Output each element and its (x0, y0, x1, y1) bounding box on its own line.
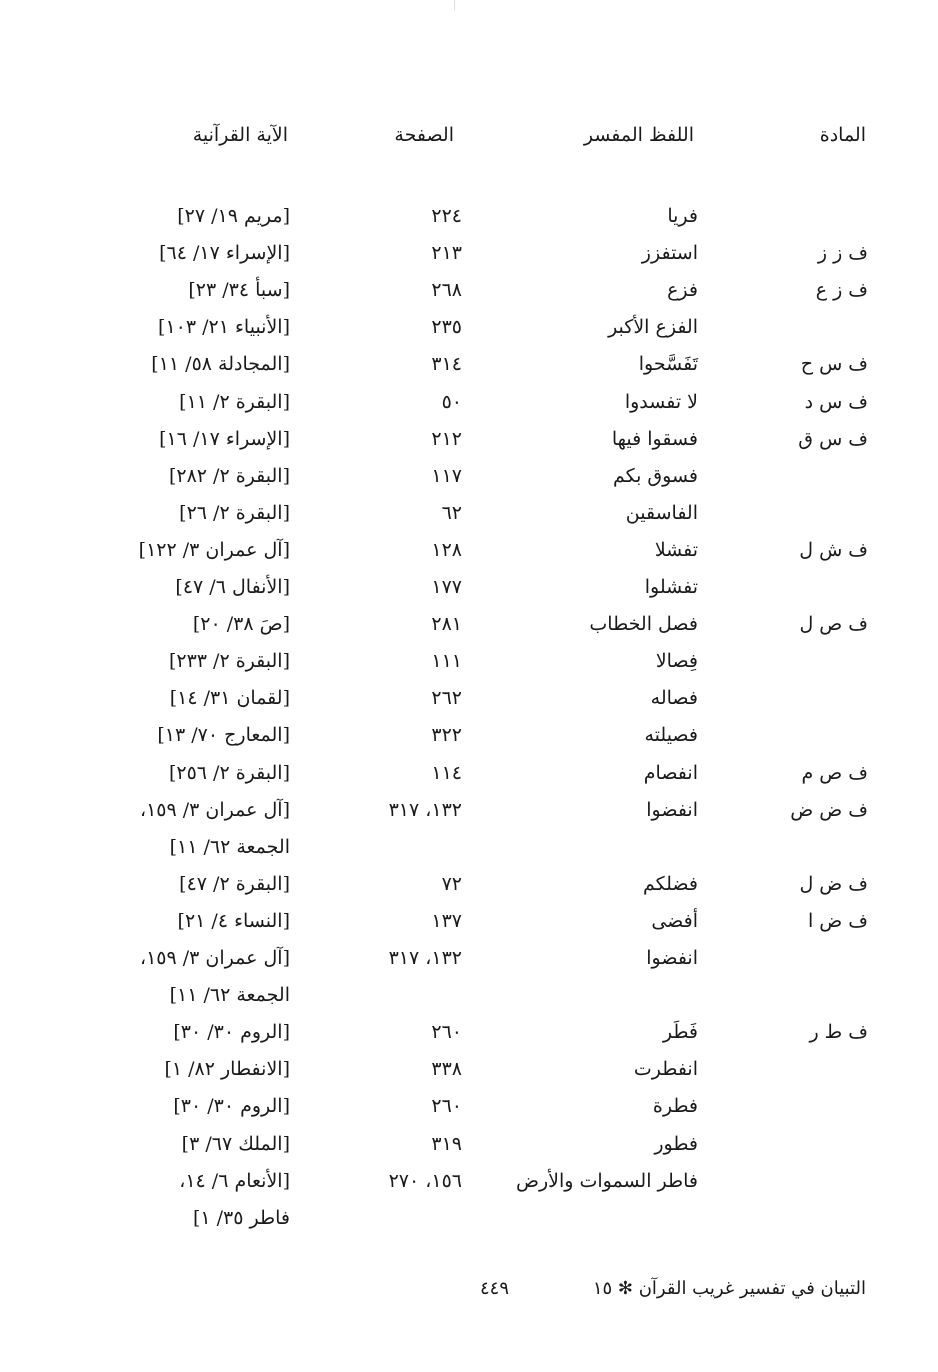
page-cell: ٢٢٤ (431, 205, 462, 227)
lafz-cell: انفطرت (633, 1058, 698, 1080)
lafz-cell: استفزز (641, 242, 698, 264)
aya-cell: [آل عمران ٣/ ١٥٩، (139, 947, 290, 969)
lafz-cell: تفشلوا (644, 576, 698, 598)
aya-cell: [آل عمران ٣/ ١٥٩، (139, 799, 290, 821)
aya-cell: [لقمان ٣١/ ١٤] (169, 687, 290, 709)
page-cell: ١١٧ (431, 465, 462, 487)
page-cell: ٣١٩ (431, 1133, 462, 1155)
page-cell: ١٥٦، ٢٧٠ (388, 1170, 462, 1192)
aya-cell: [الإسراء ١٧/ ٦٤] (159, 242, 290, 264)
aya-cell: [البقرة ٢/ ١١] (179, 391, 290, 413)
aya-cell: [البقرة ٢/ ٤٧] (179, 873, 290, 895)
aya-cell: [سبأ ٣٤/ ٢٣] (188, 279, 290, 301)
page-cell: ١٣٢، ٣١٧ (388, 799, 462, 821)
lafz-cell: انفضوا (646, 799, 698, 821)
lafz-cell: فريا (667, 205, 698, 227)
madda-cell: ف س د (804, 391, 868, 413)
page-cell: ٣٢٢ (431, 724, 462, 746)
madda-cell: ف ز ع (815, 279, 868, 301)
page-number: ٤٤٩ (480, 1278, 510, 1299)
page-cell: ٣٣٨ (431, 1058, 462, 1080)
aya-cell: [الروم ٣٠/ ٣٠] (173, 1021, 290, 1043)
header-madda: المادة (819, 124, 866, 146)
lafz-cell: الفاسقين (625, 502, 698, 524)
aya-cell: فاطر ٣٥/ ١] (192, 1207, 290, 1229)
lafz-cell: فطرة (652, 1095, 698, 1117)
page-cell: ٧٢ (441, 873, 462, 895)
madda-cell: ف س ق (798, 428, 868, 450)
lafz-cell: فِصالا (655, 650, 698, 672)
madda-cell: ف ز ز (817, 242, 868, 264)
lafz-cell: فضلكم (643, 873, 698, 895)
page-cell: ١٧٧ (431, 576, 462, 598)
aya-cell: [المجادلة ٥٨/ ١١] (151, 353, 290, 375)
page-cell: ١١٤ (431, 762, 462, 784)
book-title: التبيان في تفسير غريب القرآن ✻ ١٥ (592, 1278, 866, 1299)
lafz-cell: انفصام (643, 762, 698, 784)
page-cell: ١٣٢، ٣١٧ (388, 947, 462, 969)
page-cell: ٣١٤ (431, 353, 462, 375)
top-edge-mark (454, 0, 455, 10)
aya-cell: [الأنبياء ٢١/ ١٠٣] (158, 316, 290, 338)
lafz-cell: انفضوا (646, 947, 698, 969)
madda-cell: ف ض ل (799, 873, 868, 895)
madda-cell: ف ص ل (799, 613, 868, 635)
aya-cell: [المعارج ٧٠/ ١٣] (157, 724, 290, 746)
page-cell: ١٢٨ (431, 539, 462, 561)
aya-cell: [الملك ٦٧/ ٣] (181, 1133, 290, 1155)
madda-cell: ف س ح (800, 353, 868, 375)
aya-cell: [الروم ٣٠/ ٣٠] (173, 1095, 290, 1117)
aya-cell: [الانفطار ٨٢/ ١] (164, 1058, 290, 1080)
page-cell: ٥٠ (441, 391, 462, 413)
page-cell: ٢٦٢ (431, 687, 462, 709)
page-cell: ٢١٣ (431, 242, 462, 264)
page-cell: ٢١٢ (431, 428, 462, 450)
page-cell: ٢٦٨ (431, 279, 462, 301)
aya-cell: [صَ ٣٨/ ٢٠] (192, 613, 290, 635)
madda-cell: ف ط ر (809, 1021, 868, 1043)
madda-cell: ف ص م (801, 762, 868, 784)
aya-cell: [الأنعام ٦/ ١٤، (179, 1170, 290, 1192)
page-cell: ٢٣٥ (431, 316, 462, 338)
lafz-cell: أفضى (651, 910, 698, 932)
lafz-cell: فَطَر (662, 1021, 698, 1043)
aya-cell: [الأنفال ٦/ ٤٧] (175, 576, 290, 598)
aya-cell: [الإسراء ١٧/ ١٦] (159, 428, 290, 450)
lafz-cell: فطور (654, 1133, 698, 1155)
aya-cell: [البقرة ٢/ ٢٦] (179, 502, 290, 524)
madda-cell: ف ض ا (807, 910, 868, 932)
lafz-cell: فسوق بكم (612, 465, 698, 487)
madda-cell: ف ض ض (790, 799, 868, 821)
lafz-cell: الفزع الأكبر (608, 316, 698, 338)
header-aya: الآية القرآنية (192, 124, 288, 146)
aya-cell: [آل عمران ٣/ ١٢٢] (138, 539, 290, 561)
aya-cell: [مريم ١٩/ ٢٧] (177, 205, 290, 227)
lafz-cell: فزع (667, 279, 698, 301)
madda-cell: ف ش ل (799, 539, 868, 561)
page-cell: ٢٦٠ (431, 1021, 462, 1043)
aya-cell: [البقرة ٢/ ٢٣٣] (168, 650, 290, 672)
lafz-cell: فاطر السموات والأرض (516, 1170, 698, 1192)
lafz-cell: لا تفسدوا (624, 391, 698, 413)
lafz-cell: تفشلا (654, 539, 698, 561)
lafz-cell: فصاله (650, 687, 698, 709)
aya-cell: الجمعة ٦٢/ ١١] (169, 836, 290, 858)
page-cell: ٢٦٠ (431, 1095, 462, 1117)
page-cell: ١١١ (431, 650, 462, 672)
aya-cell: الجمعة ٦٢/ ١١] (169, 984, 290, 1006)
page-cell: ٢٨١ (431, 613, 462, 635)
header-lafz: اللفظ المفسر (583, 124, 694, 146)
aya-cell: [البقرة ٢/ ٢٨٢] (168, 465, 290, 487)
lafz-cell: فصيلته (644, 724, 698, 746)
lafz-cell: فصل الخطاب (589, 613, 698, 635)
lafz-cell: تَفَسَّحوا (638, 353, 698, 375)
header-page: الصفحة (394, 124, 454, 146)
page-cell: ١٣٧ (431, 910, 462, 932)
lafz-cell: فسقوا فيها (611, 428, 698, 450)
aya-cell: [النساء ٤/ ٢١] (177, 910, 290, 932)
aya-cell: [البقرة ٢/ ٢٥٦] (168, 762, 290, 784)
page-cell: ٦٢ (441, 502, 462, 524)
